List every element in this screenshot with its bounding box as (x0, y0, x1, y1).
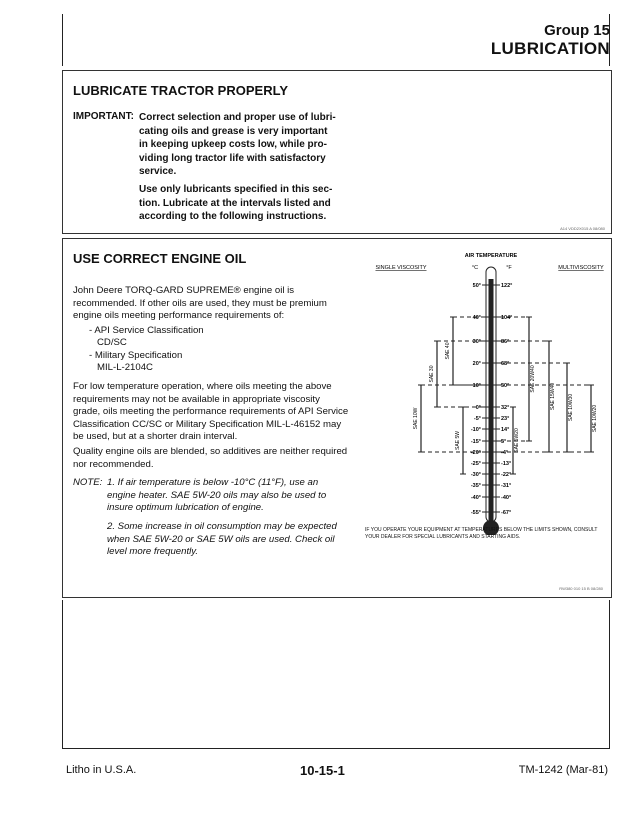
sae-5w20-label: SAE 5W20 (514, 428, 520, 453)
celsius-tick-label: -15° (470, 439, 481, 445)
panel-title: USE CORRECT ENGINE OIL (73, 251, 247, 266)
fahrenheit-tick-label: -13° (501, 461, 512, 467)
thermometer-mercury (489, 279, 494, 527)
manual-code: TM-1242 (Mar-81) (518, 764, 608, 776)
important-text: Correct selection and proper use of lubri- cating oils and grease is very important in keeping upkeep costs low, while pro- viding long tractor life with satisfactory service. (139, 112, 336, 177)
chart-warning: IF YOU OPERATE YOUR EQUIPMENT AT TEMPERATURES BELOW THE LIMITS SHOWN, CONSULT YOUR DEALER FOR SPECIAL LUBRICANTS AND STARTING AIDS. (365, 527, 598, 540)
celsius-unit: °C (471, 265, 479, 271)
reference-code: RW380 010 15 B 08/280 (559, 586, 603, 591)
sae-10w30-label: SAE 10W30 (568, 393, 574, 422)
note-1: 1. If air temperature is below -10°C (11°F), use an engine heater. SAE 5W-20 oils may also be used to insure optimum lubrication of engine. (107, 477, 327, 514)
fahrenheit-tick-label: -4° (501, 450, 509, 456)
fahrenheit-tick-label: 122° (501, 283, 513, 289)
fahrenheit-unit: °F (506, 265, 512, 271)
celsius-tick-label: 40° (472, 315, 481, 321)
sae-40-label: SAE 40 (445, 342, 451, 360)
list-item-label: - Military Specification (89, 350, 183, 361)
page-number: 10-15-1 (300, 763, 345, 778)
instruction-text: Use only lubricants specified in this sec- tion. Lubricate at the intervals listed and according to the following instructions. (139, 184, 333, 222)
fahrenheit-tick-label: 104° (501, 315, 513, 321)
fahrenheit-tick-label: 32° (501, 405, 510, 411)
fahrenheit-tick-label: 14° (501, 427, 510, 433)
celsius-tick-label: 10° (472, 383, 481, 389)
left-border (62, 14, 63, 66)
sae-20w40-label: SAE 20W40 (530, 365, 536, 393)
multiviscosity-label: MULTIVISCOSITY (558, 265, 604, 271)
sae-10w20-label: SAE 10W20 (592, 404, 598, 433)
fahrenheit-tick-label: -40° (501, 495, 512, 501)
celsius-tick-label: -30° (470, 472, 481, 478)
list-item-value: CD/SC (97, 337, 127, 348)
celsius-tick-label: -40° (470, 495, 481, 501)
fahrenheit-tick-label: -31° (501, 483, 512, 489)
celsius-tick-label: 0° (475, 405, 481, 411)
section-title: LUBRICATION (490, 39, 610, 58)
footer-rule (62, 748, 610, 749)
fahrenheit-tick-label: 23° (501, 416, 510, 422)
left-border-bottom (62, 600, 63, 748)
chart-title: AIR TEMPERATURE (464, 253, 518, 259)
sae-15w40-label: SAE 15W40 (550, 382, 556, 411)
fahrenheit-tick-label: -22° (501, 472, 512, 478)
low-temp-paragraph: For low temperature operation, where oils meeting the above requirements may not be available in appropriate viscosity grade, oils meeting the performance requirements of API Service Classification CC/SC or Military Specification MIL-L-46152 may be used, but at a shorter drain interval. (73, 381, 349, 443)
list-item-value: MIL-L-2104C (97, 362, 153, 373)
chart-svg (353, 245, 609, 535)
celsius-tick-label: -25° (470, 461, 481, 467)
right-border-bottom (609, 600, 610, 748)
celsius-tick-label: 50° (472, 283, 481, 289)
recommendation-paragraph: John Deere TORQ-GARD SUPREME® engine oil is recommended. If other oils are used, they must be premium engine oils meeting performance requirements of: (73, 285, 327, 322)
sae-5w-label: SAE 5W (455, 431, 461, 450)
additives-paragraph: Quality engine oils are blended, so additives are neither required nor recommended. (73, 446, 348, 470)
list-item-label: - API Service Classification (89, 325, 204, 336)
celsius-tick-label: 30° (472, 339, 481, 345)
sae-30-label: SAE 30 (429, 365, 435, 383)
celsius-tick-label: -55° (470, 510, 481, 516)
fahrenheit-tick-label: 68° (501, 361, 510, 367)
panel-title: LUBRICATE TRACTOR PROPERLY (73, 83, 288, 98)
celsius-tick-label: -20° (470, 450, 481, 456)
engine-oil-panel (62, 238, 612, 598)
single-viscosity-label: SINGLE VISCOSITY (375, 265, 427, 271)
celsius-tick-label: -10° (470, 427, 481, 433)
fahrenheit-tick-label: 5° (501, 439, 507, 445)
celsius-tick-label: -35° (470, 483, 481, 489)
litho-note: Litho in U.S.A. (66, 764, 137, 776)
celsius-tick-label: -5° (473, 416, 481, 422)
note-label: NOTE: (73, 477, 103, 488)
oil-temperature-chart (353, 245, 609, 535)
celsius-tick-label: 20° (472, 361, 481, 367)
group-heading: Group 15 (544, 22, 610, 39)
fahrenheit-tick-label: 50° (501, 383, 510, 389)
lubricate-tractor-panel (62, 70, 612, 234)
fahrenheit-tick-label: 86° (501, 339, 510, 345)
important-label: IMPORTANT: (73, 111, 134, 122)
reference-code: A14 VDD2X015 A 08/080 (560, 226, 605, 231)
fahrenheit-tick-label: -67° (501, 510, 512, 516)
sae-10w-label: SAE 10W (413, 407, 419, 430)
note-2: 2. Some increase in oil consumption may be expected when SAE 5W-20 or SAE 5W oils are used. Check oil level more frequently. (107, 521, 337, 558)
